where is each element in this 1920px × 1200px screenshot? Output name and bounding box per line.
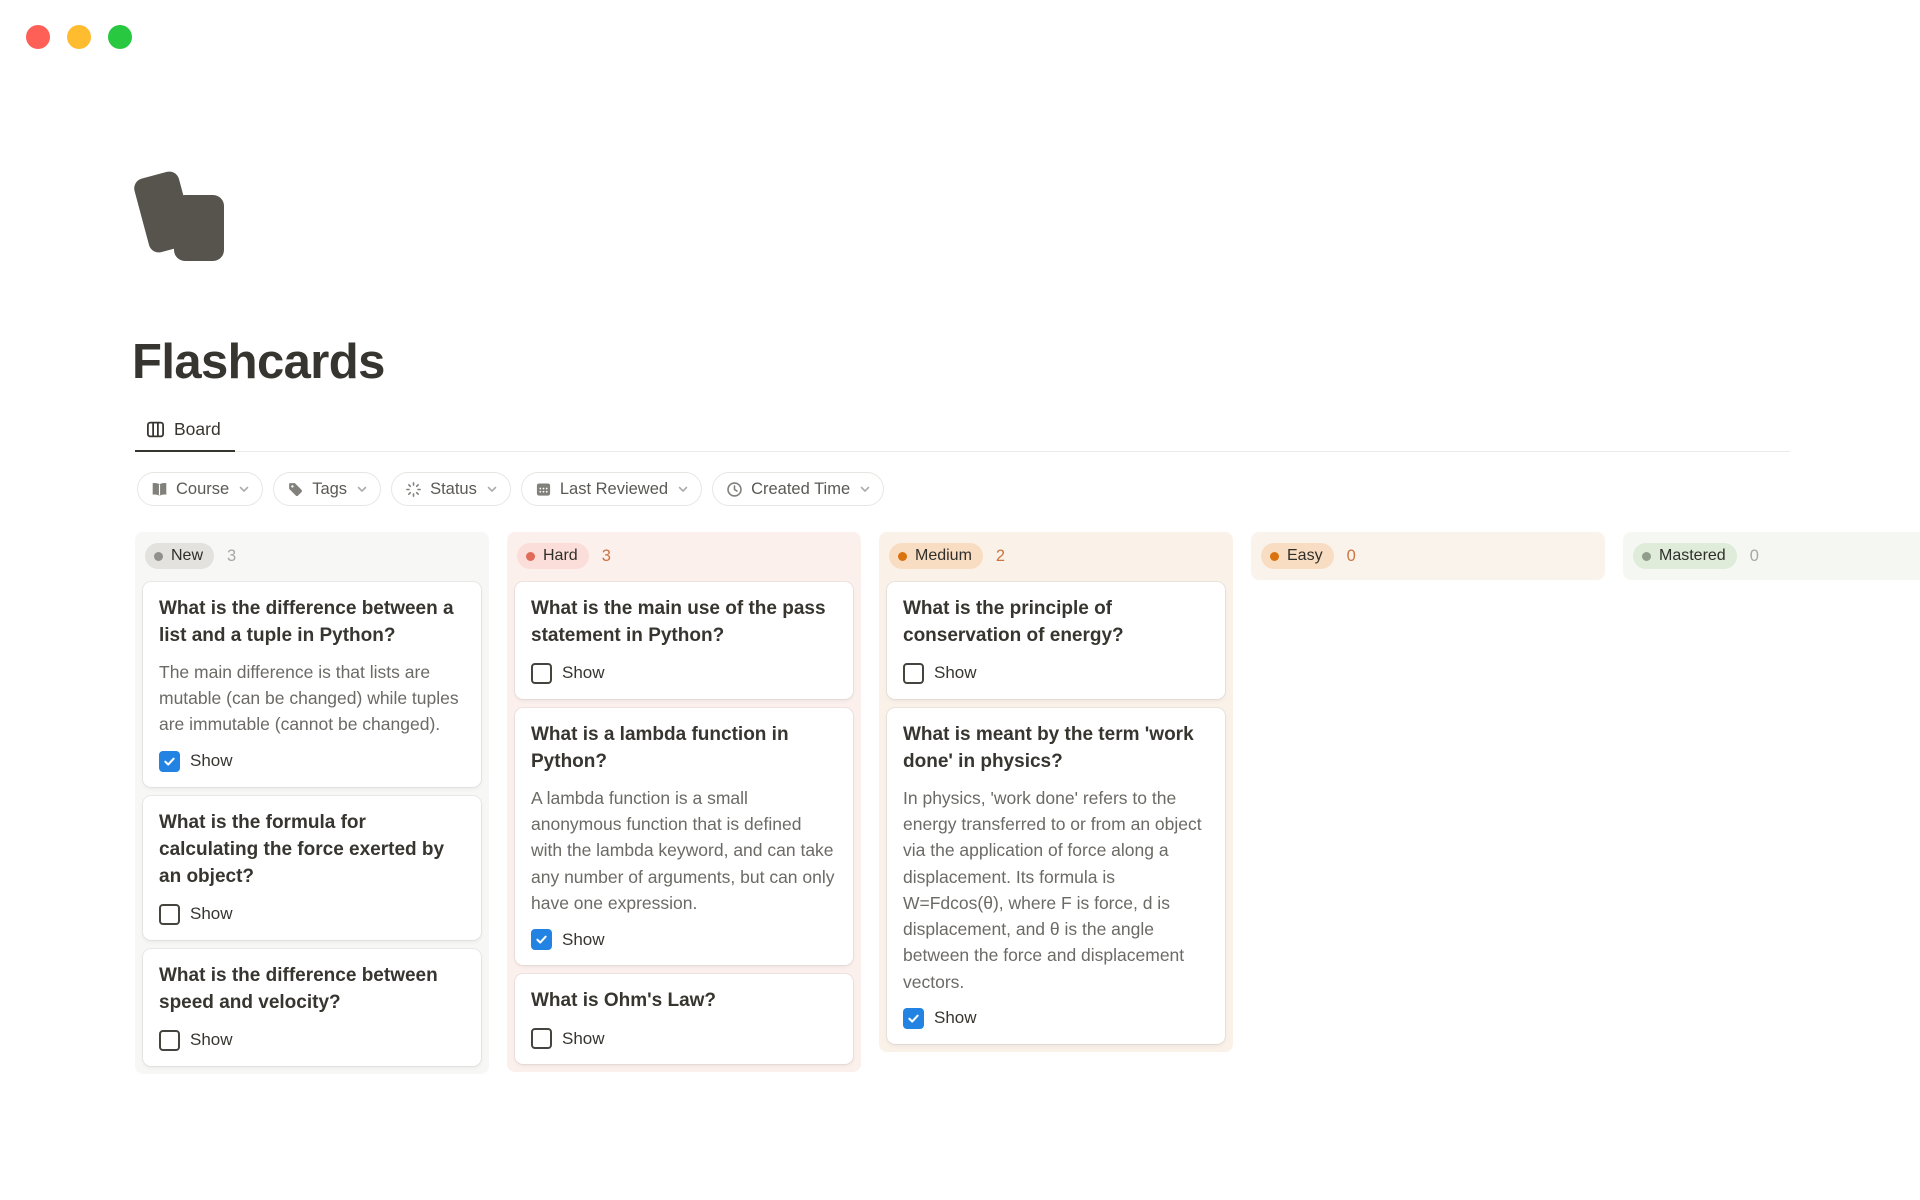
column-name: Hard (543, 547, 578, 564)
show-checkbox-checked[interactable] (903, 1008, 924, 1029)
flashcard-answer: The main difference is that lists are mutable (can be changed) while tuples are immutable (cannot be changed). (159, 661, 459, 735)
flashcard-question: What is Ohm's Law? (531, 990, 717, 1012)
column-count: 3 (227, 546, 237, 565)
filter-tags-label: Tags (312, 479, 348, 498)
zoom-window-button[interactable] (108, 25, 132, 49)
close-window-button[interactable] (26, 25, 50, 49)
flashcard[interactable] (887, 582, 1225, 699)
status-dot (526, 552, 535, 561)
calendar-icon (535, 481, 552, 498)
flashcard[interactable] (143, 582, 481, 787)
filter-last-reviewed-label: Last Reviewed (559, 479, 669, 498)
filter-created-time[interactable] (712, 472, 884, 506)
board-column-hard (507, 532, 861, 1072)
column-count: 3 (601, 546, 611, 565)
show-toggle-row (159, 751, 465, 772)
card-front-shape (174, 195, 224, 261)
flashcard[interactable] (515, 974, 853, 1064)
chevron-down-icon (356, 483, 368, 495)
flashcard-question: What is the principle of conservation of energy? (903, 598, 1124, 646)
board-column-new (135, 532, 489, 1074)
flashcard-question: What is the formula for calculating the force exerted by an object? (159, 811, 445, 887)
show-toggle-row (903, 663, 1209, 684)
show-toggle-row (531, 1028, 837, 1049)
flashcard-question: What is the difference between a list and a tuple in Python? (159, 598, 454, 646)
filter-last-reviewed[interactable] (521, 472, 702, 506)
status-dot (1642, 552, 1651, 561)
column-pill-mastered[interactable] (1633, 543, 1737, 569)
status-dot (154, 552, 163, 561)
check-icon (537, 937, 545, 943)
show-toggle-row (159, 904, 465, 925)
flashcard[interactable] (887, 708, 1225, 1044)
show-checkbox-unchecked[interactable] (159, 904, 180, 925)
filter-status[interactable] (391, 472, 511, 506)
column-header (517, 542, 851, 570)
window-controls (26, 25, 132, 49)
filter-tags[interactable] (273, 472, 381, 506)
status-burst-icon (405, 481, 422, 498)
column-count: 0 (1346, 546, 1356, 565)
column-count: 0 (1749, 546, 1759, 565)
column-name: Easy (1287, 547, 1323, 564)
tab-board-label: Board (174, 419, 221, 439)
column-pill-new[interactable] (145, 543, 214, 569)
show-checkbox-unchecked[interactable] (159, 1030, 180, 1051)
chevron-down-icon (486, 483, 498, 495)
show-checkbox-checked[interactable] (531, 929, 552, 950)
flashcard[interactable] (143, 949, 481, 1066)
column-header (1633, 542, 1920, 570)
show-label: Show (934, 663, 977, 683)
filter-created-time-label: Created Time (751, 479, 851, 498)
show-checkbox-unchecked[interactable] (903, 663, 924, 684)
book-icon (151, 481, 168, 498)
board-column-mastered (1623, 532, 1920, 580)
show-toggle-row (159, 1030, 465, 1051)
show-label: Show (562, 1028, 605, 1048)
tab-board[interactable] (135, 417, 235, 452)
flashcard-answer: In physics, 'work done' refers to the energy transferred to or from an object via the application of force along a displacement. Its formula is W=Fdcos(θ), where F is force, d is displacement, and θ is the angle between the force and displacement vectors. (903, 787, 1202, 992)
chevron-down-icon (238, 483, 250, 495)
column-name: Mastered (1659, 547, 1726, 564)
check-icon (909, 1016, 917, 1022)
flashcard-question: What is meant by the term 'work done' in physics? (903, 723, 1194, 772)
show-checkbox-unchecked[interactable] (531, 663, 552, 684)
column-header (889, 542, 1223, 570)
flashcard-answer: A lambda function is a small anonymous function that is defined with the lambda keyword, and can take any number of arguments, but can only have one expression. (531, 787, 835, 913)
flashcard-question: What is a lambda function in Python? (531, 723, 789, 772)
flashcard-question: What is the difference between speed and velocity? (159, 964, 438, 1013)
show-label: Show (190, 1030, 233, 1050)
show-toggle-row (531, 663, 837, 684)
column-name: New (171, 547, 204, 564)
show-toggle-row (531, 929, 837, 950)
flashcard[interactable] (515, 582, 853, 699)
filter-bar (137, 472, 884, 506)
check-icon (165, 758, 173, 764)
flashcard-question: What is the main use of the pass statement in Python? (531, 598, 826, 646)
column-pill-medium[interactable] (889, 543, 983, 569)
column-header (1261, 542, 1595, 570)
show-checkbox-unchecked[interactable] (531, 1028, 552, 1049)
filter-status-label: Status (430, 479, 477, 498)
chevron-down-icon (677, 483, 689, 495)
column-name: Medium (915, 547, 972, 564)
status-dot (898, 552, 907, 561)
board-column-medium (879, 532, 1233, 1052)
column-count: 2 (995, 546, 1006, 565)
show-toggle-row (903, 1008, 1209, 1029)
flashcards-cards-icon[interactable] (138, 170, 230, 264)
filter-course[interactable] (137, 472, 263, 506)
status-dot (1270, 552, 1279, 561)
page-title[interactable]: Flashcards (132, 335, 385, 389)
show-label: Show (562, 929, 605, 949)
flashcard[interactable] (143, 796, 481, 940)
show-checkbox-checked[interactable] (159, 751, 180, 772)
view-tab-bar (135, 417, 1790, 452)
column-header (145, 542, 479, 570)
show-label: Show (562, 663, 605, 683)
column-pill-hard[interactable] (517, 543, 589, 569)
clock-icon (726, 481, 743, 498)
flashcard[interactable] (515, 708, 853, 965)
minimize-window-button[interactable] (67, 25, 91, 49)
board-column-easy (1251, 532, 1605, 580)
column-pill-easy[interactable] (1261, 543, 1334, 569)
chevron-down-icon (859, 483, 871, 495)
board-view-icon (146, 420, 165, 439)
tag-icon (287, 481, 304, 498)
kanban-board (135, 532, 1920, 1172)
show-label: Show (934, 1008, 977, 1028)
filter-course-label: Course (176, 479, 230, 498)
show-label: Show (190, 904, 233, 924)
show-label: Show (190, 751, 233, 771)
